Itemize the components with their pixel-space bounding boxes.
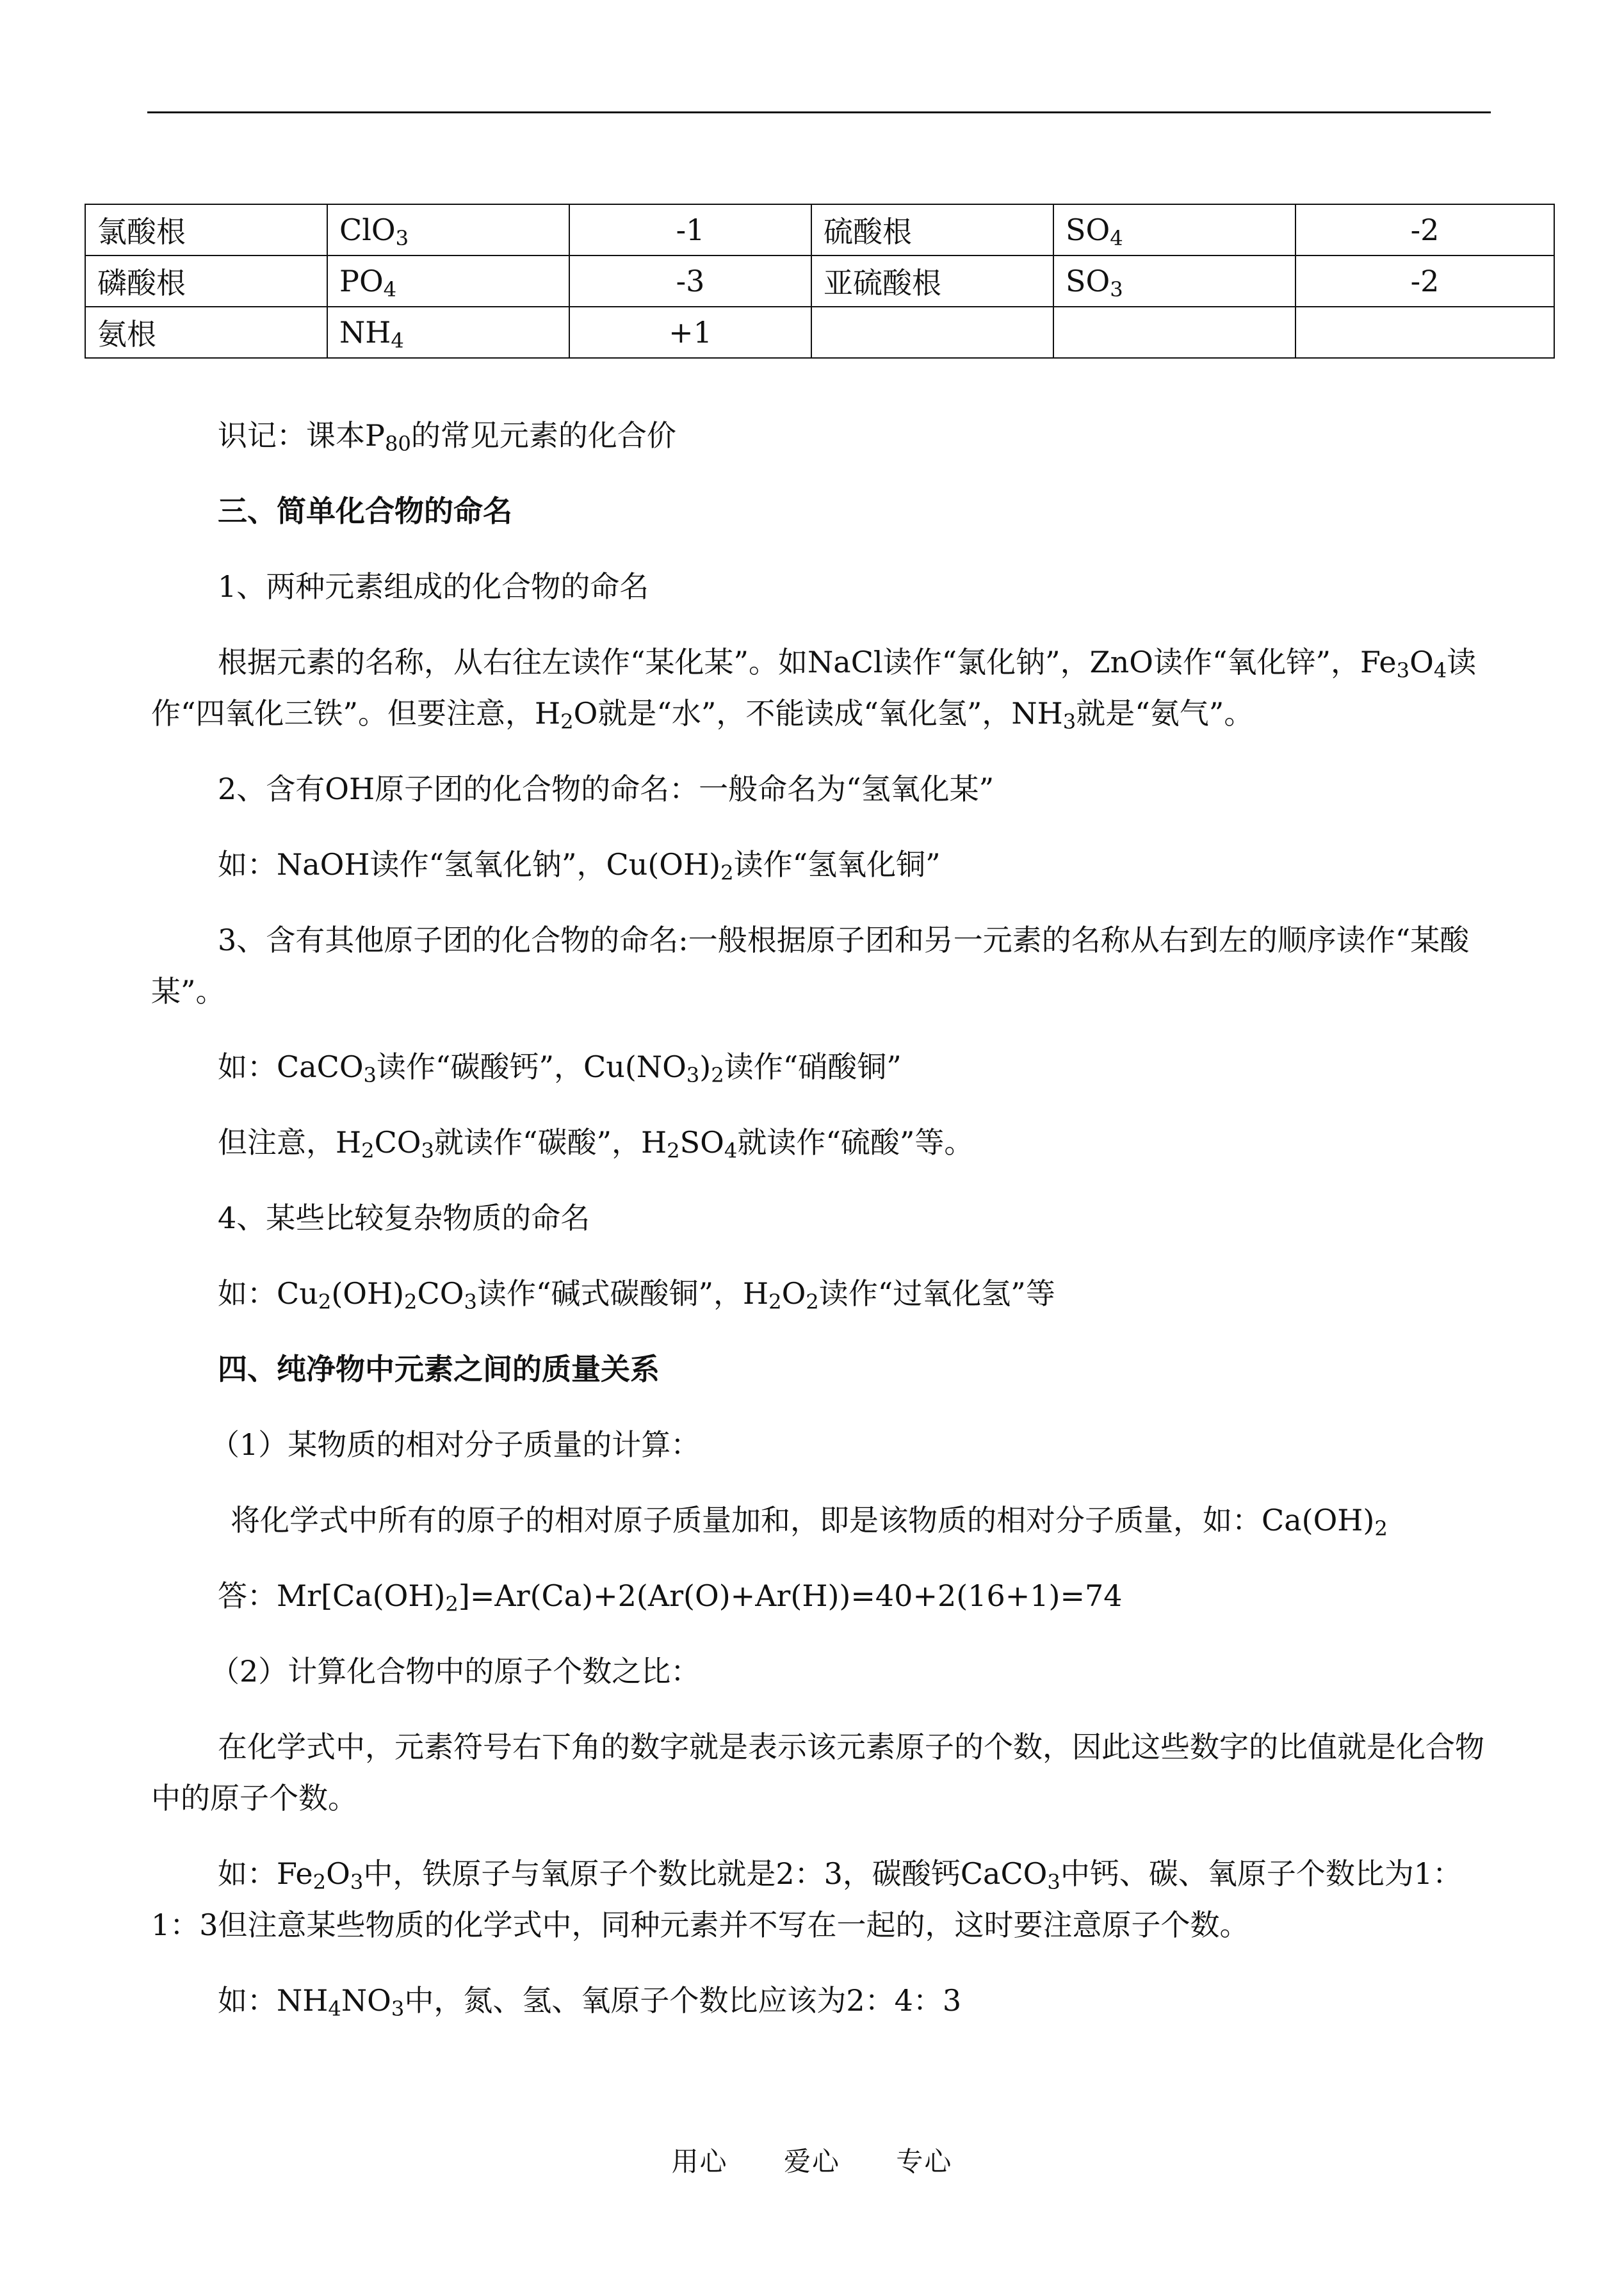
empty-cell: [1295, 307, 1554, 358]
radical-valence: -2: [1295, 204, 1554, 255]
paragraph-binary-naming: 根据元素的名称，从右往左读作“某化某”。如NaCl读作“氯化钠”，ZnO读作“氧化锌”，$Fe_3O_4$读作“四氧化三铁”。但要注意，$H_2O$就是“水”，不能读成“氧化氢”，$NH_3$就是“氨气”。: [151, 645, 1477, 734]
radical-name: 亚硫酸根: [811, 255, 1053, 307]
subsection-title-2: 2、含有OH原子团的化合物的命名：一般命名为“氢氧化某”: [218, 772, 995, 806]
radical-valence: +1: [569, 307, 811, 358]
radical-name: 氨根: [85, 307, 327, 358]
radical-name: 氯酸根: [85, 204, 327, 255]
empty-cell: [811, 307, 1053, 358]
radical-valence: -1: [569, 204, 811, 255]
radical-formula: ClO$_3$: [327, 204, 569, 255]
footer-word: 用心: [671, 2146, 728, 2177]
subsection-title-3: 3、含有其他原子团的化合物的命名:一般根据原子团和另一元素的名称从右到左的顺序读作“某酸某”。: [151, 923, 1470, 1009]
radical-formula: $NH_4$: [327, 307, 569, 358]
point-2-example-2: 如：$NH_4NO_3$中，氮、氢、氧原子个数比应该为2：4：3: [218, 1983, 962, 2022]
example-hydroxide: 如：NaOH读作“氢氧化钠”，$Cu(OH)_2$读作“氢氧化铜”: [218, 847, 941, 886]
point-2-title: （2）计算化合物中的原子个数之比：: [210, 1654, 701, 1689]
empty-cell: [1053, 307, 1295, 358]
point-1-answer: 答：$Mr[Ca(OH)_2]=Ar(Ca)+2(Ar(O)+Ar(H))=40+2(16+1)=74$: [218, 1578, 1123, 1617]
table-row: [85, 204, 1554, 255]
example-salts: 如：CaCO$_3$读作“碳酸钙”，$Cu(NO_3)_2$读作“硝酸铜”: [218, 1050, 902, 1088]
radical-valence-table: [85, 204, 1555, 359]
document-body: [151, 410, 1493, 2050]
example-complex: 如：$Cu_2(OH)_2CO_3$读作“碱式碳酸铜”，$H_2O_2$读作“过氧化氢”等: [218, 1276, 1055, 1315]
radical-formula: $PO_4$: [327, 255, 569, 307]
point-1-text: 将化学式中所有的原子的相对原子质量加和，即是该物质的相对分子质量，如：$Ca(OH)_2$: [231, 1503, 1388, 1541]
point-1-title: （1）某物质的相对分子质量的计算：: [210, 1427, 701, 1462]
footer-word: 爱心: [783, 2146, 840, 2177]
radical-valence: -3: [569, 255, 811, 307]
radical-valence: -2: [1295, 255, 1554, 307]
memo-note: 识记：课本$P_{80}$的常见元素的化合价: [218, 418, 676, 457]
radical-name: 硫酸根: [811, 204, 1053, 255]
footer-word: 专心: [896, 2146, 953, 2177]
subsection-title-4: 4、某些比较复杂物质的命名: [218, 1201, 590, 1235]
table-row: [85, 255, 1554, 307]
section-heading-4: 四、纯净物中元素之间的质量关系: [218, 1352, 660, 1386]
radical-formula: $SO_3$: [1053, 255, 1295, 307]
radical-name: 磷酸根: [85, 255, 327, 307]
radical-formula: $SO_4$: [1053, 204, 1295, 255]
header-rule: [147, 111, 1491, 113]
table-row: [85, 307, 1554, 358]
note-acids: 但注意，$H_2CO_3$就读作“碳酸”，$H_2SO_4$就读作“硫酸”等。: [218, 1125, 974, 1164]
page-footer: [0, 2141, 1624, 2179]
subsection-title-1: 1、两种元素组成的化合物的命名: [218, 569, 649, 604]
point-2-text: 在化学式中，元素符号右下角的数字就是表示该元素原子的个数，因此这些数字的比值就是化合物中的原子个数。: [151, 1730, 1484, 1815]
point-2-example-1: 如：$Fe_2O_3$中，铁原子与氧原子个数比就是2：3，碳酸钙CaCO$_3$中钙、碳、氧原子个数比为1：1：3但注意某些物质的化学式中，同种元素并不写在一起的，这时要注意原子个数。: [151, 1856, 1463, 1942]
section-heading-3: 三、简单化合物的命名: [218, 494, 512, 528]
